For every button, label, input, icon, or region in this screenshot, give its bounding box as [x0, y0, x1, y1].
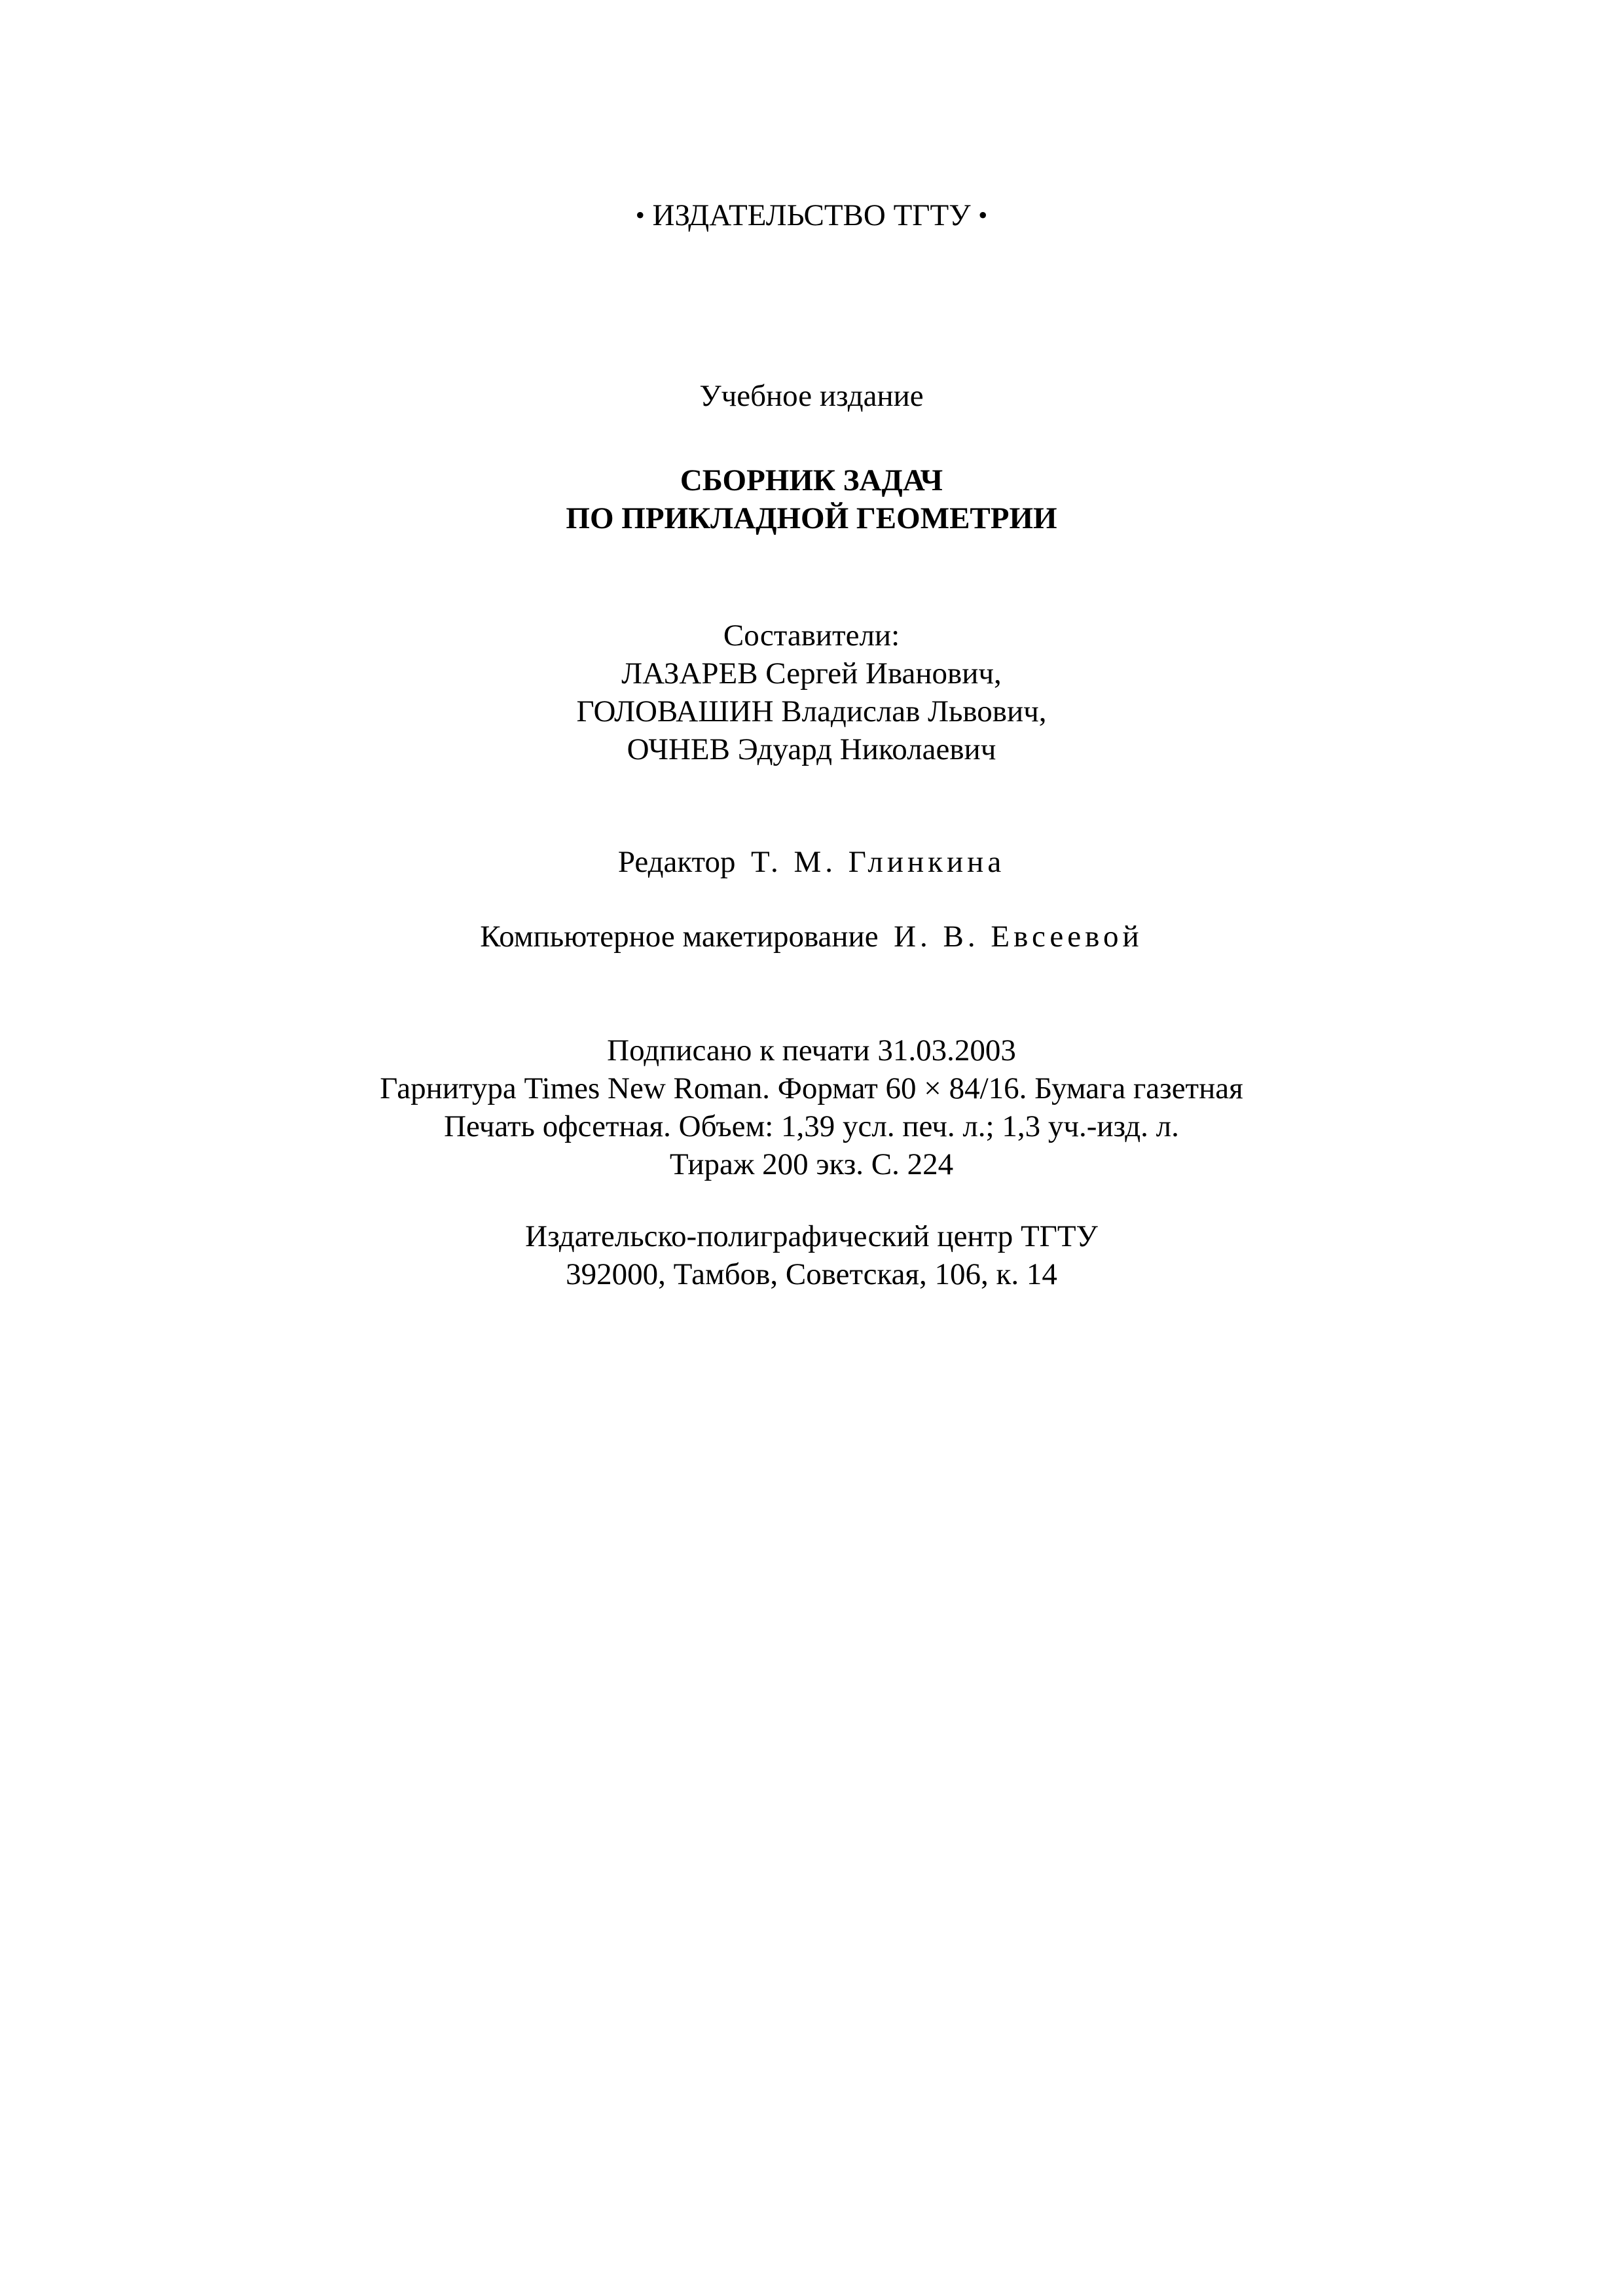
bullet-left: •: [635, 200, 645, 230]
layout-name: И. В. Евсеевой: [894, 920, 1143, 954]
imprint-line: Гарнитура Times New Roman. Формат 60 × 84/16. Бумага газетная: [380, 1071, 1243, 1105]
imprint-line: Тираж 200 экз. С. 224: [669, 1147, 954, 1181]
compiler-name: ЛАЗАРЕВ Сергей Иванович,: [621, 656, 1002, 691]
edition-type: Учебное издание: [699, 379, 924, 413]
imprint-line: Подписано к печати 31.03.2003: [607, 1033, 1016, 1067]
editor-label: Редактор: [617, 845, 736, 879]
compiler-name: ОЧНЕВ Эдуард Николаевич: [627, 732, 996, 766]
editor-credit: [0, 843, 1623, 881]
book-title-line-2: ПО ПРИКЛАДНОЙ ГЕОМЕТРИИ: [566, 501, 1057, 535]
editor-name: Т. М. Глинкина: [750, 845, 1006, 879]
compilers-heading: Составители:: [723, 619, 900, 653]
printing-center-name: Издательско-полиграфический центр ТГТУ: [525, 1219, 1098, 1253]
layout-credit: [0, 918, 1623, 956]
imprint-line: Печать офсетная. Объем: 1,39 усл. печ. л.; 1,3 уч.-изд. л.: [444, 1109, 1179, 1143]
bullet-right: •: [978, 200, 988, 230]
layout-label: Компьютерное макетирование: [480, 920, 879, 954]
compiler-name: ГОЛОВАШИН Владислав Львович,: [576, 694, 1047, 728]
publisher-header: [0, 196, 1623, 234]
book-title-line-1: СБОРНИК ЗАДАЧ: [680, 463, 943, 497]
printing-center-address: 392000, Тамбов, Советская, 106, к. 14: [566, 1257, 1057, 1291]
publisher-name: ИЗДАТЕЛЬСТВО ТГТУ: [652, 198, 971, 232]
